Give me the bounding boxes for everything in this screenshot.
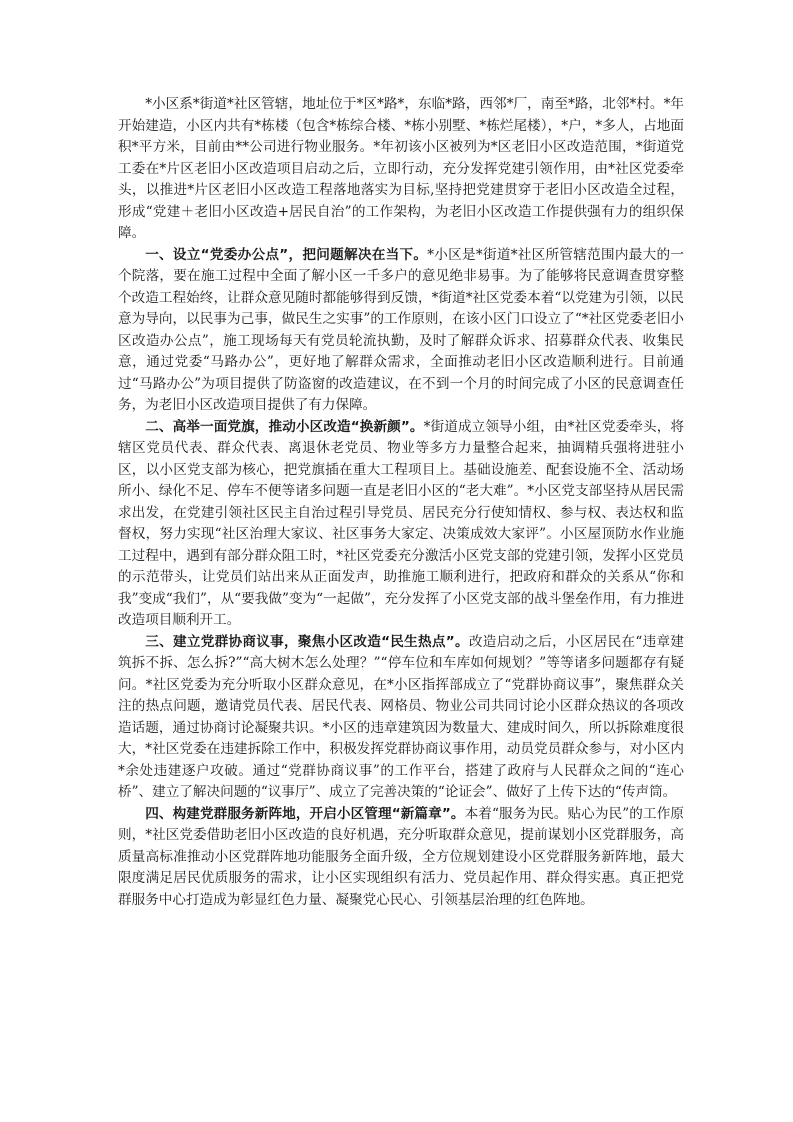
section-3-heading: 三、建立党群协商议事，聚焦小区改造“民生热点”。 <box>145 633 469 650</box>
section-3-paragraph <box>118 632 684 804</box>
section-4-paragraph <box>118 804 684 912</box>
section-2-heading: 二、高举一面党旗，推动小区改造“换新颜”。 <box>145 418 424 435</box>
section-4-heading: 四、构建党群服务新阵地，开启小区管理“新篇章”。 <box>145 805 465 822</box>
section-4-body: 本着“服务为民。贴心为民”的工作原则，*社区党委借助老旧小区改造的良好机遇，充分听取群众意见，提前谋划小区党群服务，高质量高标准推动小区党群阵地功能服务全面升级，全方位规划建设小区党群服务新阵地，最大限度满足居民优质服务的需求，让小区实现组织有活力、党员起作用、群众得实惠。真正把党群服务中心打造成为彰显红色力量、凝聚党心民心、引领基层治理的红色阵地。 <box>118 805 684 908</box>
section-3-body: 改造启动之后，小区居民在“违章建筑拆不拆、怎么拆?”“高大树木怎么处理？”“停车位和车库如何规划？”等等诸多问题都存有疑问。*社区党委为充分听取小区群众意见，在*小区指挥部成立了“党群协商议事”，聚焦群众关注的热点问题，邀请党员代表、居民代表、网格员、物业公司共同讨论小区群众热议的各项改造话题，通过协商讨论凝聚共识。*小区的违章建筑因为数量大、建成时间久，所以拆除难度很大，*社区党委在违建拆除工作中，积极发挥党群协商议事作用，动员党员群众参与，对小区内*余处违建逐户攻破。通过“党群协商议事”的工作平台，搭建了政府与人民群众之间的“连心桥”、建立了解决问题的“议事厅”、成立了完善决策的“论证会”、做好了上传下达的“传声筒。 <box>118 633 684 800</box>
section-1-body: *小区是*街道*社区所管辖范围内最大的一个院落，要在施工过程中全面了解小区一千多户的意见绝非易事。为了能够将民意调查贯穿整个改造工程始终，让群众意见随时都能够得到反馈，*街道*社区党委本着“以党建为引领，以民意为导向，以民事为己事，做民生之实事”的工作原则，在该小区门口设立了“*社区党委老旧小区改造办公点”，施工现场每天有党员轮流执勤，及时了解群众诉求、招募群众代表、收集民意，通过党委“马路办公”，更好地了解群众需求，全面推动老旧小区改造顺利进行。目前通过“马路办公”为项目提供了防盗窗的改造建议，在不到一个月的时间完成了小区的民意调查任务，为老旧小区改造项目提供了有力保障。 <box>118 246 684 413</box>
document-page <box>118 94 684 911</box>
intro-paragraph: *小区系*街道*社区管辖，地址位于*区*路*，东临*路，西邻*厂，南至*路，北邻*村。*年开始建造，小区内共有*栋楼（包含*栋综合楼、*栋小别墅、*栋烂尾楼），*户，*多人，占地面积*平方米，目前由**公司进行物业服务。*年初该小区被列为*区老旧小区改造范围，*街道党工委在*片区老旧小区改造项目启动之后，立即行动，充分发挥党建引领作用，由*社区党委牵头，以推进*片区老旧小区改造工程落地落实为目标,坚持把党建贯穿于老旧小区改造全过程，形成“党建＋老旧小区改造+居民自治”的工作架构，为老旧小区改造工作提供强有力的组织保障。 <box>118 96 684 241</box>
section-1-heading: 一、设立“党委办公点”，把问题解决在当下。 <box>145 246 428 263</box>
section-2-body: *街道成立领导小组，由*社区党委牵头，将辖区党员代表、群众代表、离退休老党员、物业等多方力量整合起来，抽调精兵强将进驻小区，以小区党支部为核心，把党旗插在重大工程项目上。基础设施差、配套设施不全、活动场所小、绿化不足、停车不便等诸多问题一直是老旧小区的“老大难”。*小区党支部坚持从居民需求出发，在党建引领社区民主自治过程引导党员、居民充分行使知情权、参与权、表达权和监督权，努力实现“社区治理大家议、社区事务大家定、决策成效大家评”。小区屋顶防水作业施工过程中，遇到有部分群众阻工时，*社区党委充分激活小区党支部的党建引领，发挥小区党员的示范带头，让党员们站出来从正面发声，助推施工顺利进行，把政府和群众的关系从“你和我”变成“我们”，从“要我做”变为“一起做”，充分发挥了小区党支部的战斗堡垒作用，有力推进改造项目顺利开工。 <box>118 418 684 628</box>
section-1-paragraph <box>118 245 684 417</box>
section-2-paragraph <box>118 417 684 632</box>
